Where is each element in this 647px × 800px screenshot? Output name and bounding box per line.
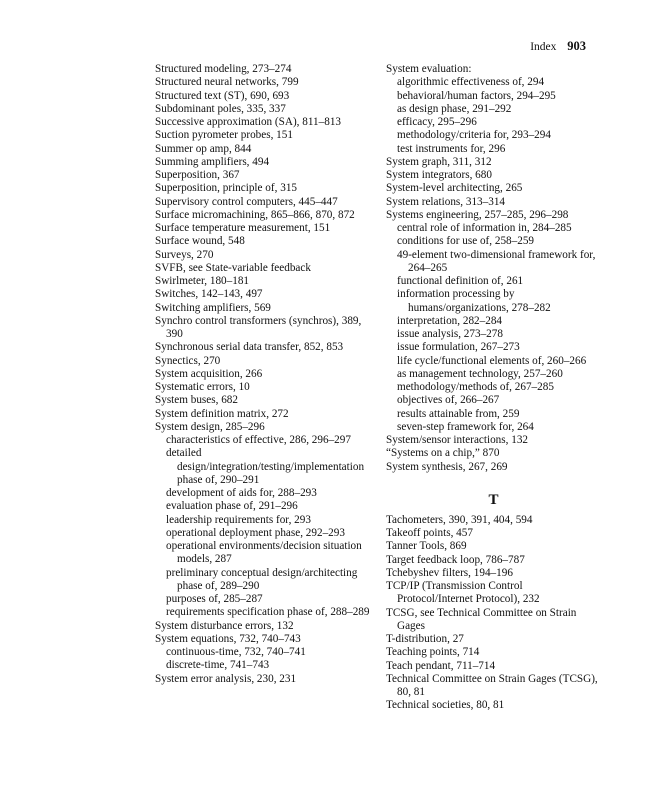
index-entry: Synectics, 270 xyxy=(155,354,221,367)
index-subentry: discrete-time, 741–743 xyxy=(166,659,270,672)
index-entry: Surface micromachining, 865–866, 870, 872 xyxy=(155,208,355,221)
index-entry: Superposition, 367 xyxy=(155,169,240,181)
index-subentry: purposes of, 285–287 xyxy=(166,593,263,605)
index-subentry: 49-element two-dimensional framework for, 264–265 xyxy=(397,248,596,274)
index-entry: System integrators, 680 xyxy=(386,169,492,181)
index-entry: System synthesis, 267, 269 xyxy=(386,460,508,473)
index-subentry: interpretation, 282–284 xyxy=(397,314,503,327)
index-entry: Tanner Tools, 869 xyxy=(386,540,467,553)
index-subentry: central role of information in, 284–285 xyxy=(397,222,572,234)
index-subentry: requirements specification phase of, 288–289 xyxy=(166,606,370,619)
index-entry: Structured text (ST), 690, 693 xyxy=(155,89,290,102)
index-entry: Superposition, principle of, 315 xyxy=(155,182,298,195)
index-subentry: as management technology, 257–260 xyxy=(397,367,563,380)
index-subentry: results attainable from, 259 xyxy=(397,407,520,420)
index-subentry: objectives of, 266–267 xyxy=(397,394,500,407)
index-subentry: issue analysis, 273–278 xyxy=(397,328,503,340)
index-subentry: detailed design/integration/testing/implementation phase of, 290–291 xyxy=(166,447,365,486)
index-entry: Successive approximation (SA), 811–813 xyxy=(155,116,342,128)
index-entry: Suction pyrometer probes, 151 xyxy=(155,129,293,142)
index-entry: Technical societies, 80, 81 xyxy=(386,699,505,712)
index-entry: Tachometers, 390, 391, 404, 594 xyxy=(386,513,533,526)
index-entry: Structured neural networks, 799 xyxy=(155,76,299,89)
index-subentry: operational deployment phase, 292–293 xyxy=(166,526,345,539)
index-entry: Switching amplifiers, 569 xyxy=(155,301,271,314)
index-subentry: information processing by humans/organizations, 278–282 xyxy=(397,288,551,314)
index-entry: System equations, 732, 740–743 xyxy=(155,632,301,645)
index-subentry: continuous-time, 732, 740–741 xyxy=(166,646,306,658)
index-column-left xyxy=(155,63,370,686)
index-subentry: life cycle/functional elements of, 260–266 xyxy=(397,354,587,367)
index-subentry: test instruments for, 296 xyxy=(397,142,506,155)
index-entry: Systems engineering, 257–285, 296–298 xyxy=(386,208,569,221)
page-number: 903 xyxy=(567,39,586,53)
index-subentry: methodology/criteria for, 293–294 xyxy=(397,129,551,142)
index-column-right xyxy=(386,63,601,713)
index-entry: System evaluation: xyxy=(386,63,472,75)
index-subentry: operational environments/decision situation models, 287 xyxy=(166,540,362,566)
index-subentry: algorithmic effectiveness of, 294 xyxy=(397,76,545,89)
index-subentry: efficacy, 295–296 xyxy=(397,116,477,128)
index-entry: System error analysis, 230, 231 xyxy=(155,672,297,685)
index-entry: SVFB, see State-variable feedback xyxy=(155,261,311,274)
index-subentry: evaluation phase of, 291–296 xyxy=(166,500,298,513)
running-header xyxy=(530,39,586,54)
index-entry: TCSG, see Technical Committee on Strain Gages xyxy=(386,606,577,632)
index-subentry: methodology/methods of, 267–285 xyxy=(397,381,554,393)
index-entry: System disturbance errors, 132 xyxy=(155,619,294,632)
index-entry: Target feedback loop, 786–787 xyxy=(386,553,525,566)
index-entry: System-level architecting, 265 xyxy=(386,182,523,195)
index-entry: Summing amplifiers, 494 xyxy=(155,155,270,168)
section-letter-heading: T xyxy=(488,491,499,508)
index-subentry: preliminary conceptual design/architecting phase of, 289–290 xyxy=(166,566,358,592)
index-entry: TCP/IP (Transmission Control Protocol/Internet Protocol), 232 xyxy=(386,580,540,606)
index-entry: Swirlmeter, 180–181 xyxy=(155,275,250,287)
index-entry: Systematic errors, 10 xyxy=(155,381,250,393)
index-subentry: characteristics of effective, 286, 296–297 xyxy=(166,434,351,446)
index-entry: Supervisory control computers, 445–447 xyxy=(155,195,338,208)
index-entry: Subdominant poles, 335, 337 xyxy=(155,102,286,115)
index-entry: Structured modeling, 273–274 xyxy=(155,63,292,75)
index-entry: Technical Committee on Strain Gages (TCSG), 80, 81 xyxy=(386,672,598,698)
index-entry: System relations, 313–314 xyxy=(386,195,506,208)
index-entry: Surveys, 270 xyxy=(155,248,214,261)
index-subentry: functional definition of, 261 xyxy=(397,275,524,287)
index-subentry: seven-step framework for, 264 xyxy=(397,420,534,433)
index-entry: Surface wound, 548 xyxy=(155,235,245,248)
index-subentry: conditions for use of, 258–259 xyxy=(397,235,535,248)
index-entry: Surface temperature measurement, 151 xyxy=(155,222,331,234)
index-subentry: leadership requirements for, 293 xyxy=(166,513,311,526)
index-entry: System design, 285–296 xyxy=(155,420,265,433)
index-subentry: behavioral/human factors, 294–295 xyxy=(397,89,556,102)
index-entry: Switches, 142–143, 497 xyxy=(155,288,263,301)
index-entry: System/sensor interactions, 132 xyxy=(386,434,529,446)
index-entry: System buses, 682 xyxy=(155,394,238,407)
index-entry: Tchebyshev filters, 194–196 xyxy=(386,566,513,579)
header-title: Index xyxy=(530,41,557,53)
index-entry: T-distribution, 27 xyxy=(386,633,464,645)
index-entry: Takeoff points, 457 xyxy=(386,527,473,539)
index-subentry: as design phase, 291–292 xyxy=(397,102,512,115)
index-entry: Synchronous serial data transfer, 852, 853 xyxy=(155,341,344,354)
index-entry: Summer op amp, 844 xyxy=(155,142,252,155)
index-entry: Teaching points, 714 xyxy=(386,646,480,659)
index-subentry: development of aids for, 288–293 xyxy=(166,487,317,499)
index-entry: System acquisition, 266 xyxy=(155,367,263,380)
index-entry: Synchro control transformers (synchros), 389, 390 xyxy=(155,314,362,340)
index-entry: System graph, 311, 312 xyxy=(386,155,492,168)
index-subentry: issue formulation, 267–273 xyxy=(397,341,520,354)
index-entry: “Systems on a chip,” 870 xyxy=(386,447,500,460)
index-entry: Teach pendant, 711–714 xyxy=(386,659,496,672)
index-entry: System definition matrix, 272 xyxy=(155,407,289,420)
